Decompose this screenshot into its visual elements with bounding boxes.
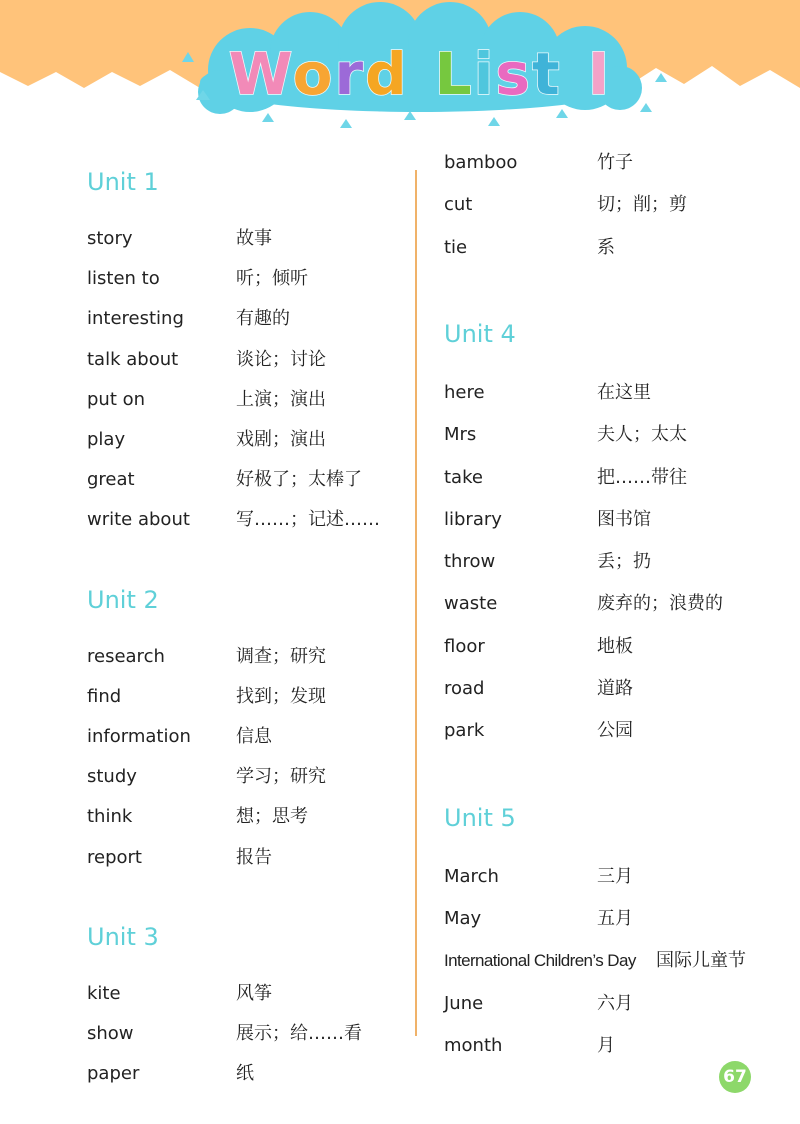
word-entry xyxy=(87,764,407,790)
english-word: month xyxy=(444,1034,503,1056)
chinese-meaning: 夫人；太太 xyxy=(597,424,687,446)
word-entry xyxy=(444,864,774,890)
english-word: paper xyxy=(87,1063,140,1085)
title-letter: i xyxy=(473,40,496,108)
english-word: here xyxy=(444,381,485,403)
unit-heading: Unit 2 xyxy=(87,585,159,614)
english-word: research xyxy=(87,645,165,667)
word-entry xyxy=(444,634,774,660)
english-word: park xyxy=(444,720,485,742)
chinese-meaning: 六月 xyxy=(597,992,633,1014)
word-entry xyxy=(87,467,407,493)
english-word: talk about xyxy=(87,348,179,370)
chinese-meaning: 五月 xyxy=(597,907,633,929)
english-word: throw xyxy=(444,551,496,573)
english-word: bamboo xyxy=(444,152,518,173)
word-entry xyxy=(87,981,407,1007)
chinese-meaning: 系 xyxy=(597,236,615,258)
chinese-meaning: 好极了；太棒了 xyxy=(236,469,362,491)
english-word: great xyxy=(87,469,135,491)
chinese-meaning: 月 xyxy=(597,1034,615,1056)
word-entry xyxy=(444,150,774,176)
english-word: interesting xyxy=(87,308,184,330)
chinese-meaning: 地板 xyxy=(597,635,633,657)
english-word: take xyxy=(444,466,483,488)
word-entry xyxy=(444,1033,774,1059)
english-word: listen to xyxy=(87,268,160,290)
english-word: put on xyxy=(87,388,146,410)
word-entry xyxy=(87,1061,407,1087)
chinese-meaning: 写……；记述…… xyxy=(236,509,380,531)
english-word: report xyxy=(87,846,142,868)
word-entry xyxy=(87,387,407,413)
chinese-meaning: 找到；发现 xyxy=(236,685,326,707)
english-word: find xyxy=(87,685,122,707)
word-entry xyxy=(444,380,774,406)
title-letter: L xyxy=(434,40,474,108)
chinese-meaning: 国际儿童节 xyxy=(656,950,746,972)
word-entry xyxy=(87,507,407,533)
english-word: waste xyxy=(444,593,498,615)
word-entry xyxy=(444,906,774,932)
word-entry xyxy=(87,644,407,670)
english-word: floor xyxy=(444,635,485,657)
chinese-meaning: 图书馆 xyxy=(597,508,651,530)
word-entry xyxy=(87,724,407,750)
chinese-meaning: 报告 xyxy=(236,846,272,868)
word-entry xyxy=(444,192,774,218)
chinese-meaning: 故事 xyxy=(236,228,272,249)
word-entry xyxy=(87,266,407,292)
word-entry xyxy=(444,549,774,575)
chinese-meaning: 竹子 xyxy=(597,152,633,173)
title-letter: r xyxy=(334,40,366,108)
unit-heading: Unit 5 xyxy=(444,803,516,832)
title-letter: t xyxy=(531,40,562,108)
unit-heading: Unit 1 xyxy=(87,168,159,196)
english-word: International Children’s Day xyxy=(444,951,636,971)
english-word: show xyxy=(87,1023,134,1044)
column-divider xyxy=(415,170,417,1036)
english-word: think xyxy=(87,806,133,828)
english-word: information xyxy=(87,726,191,747)
unit-heading: Unit 3 xyxy=(87,922,159,951)
english-word: study xyxy=(87,766,137,788)
chinese-meaning: 切；削；剪 xyxy=(597,194,687,216)
word-entry xyxy=(444,465,774,491)
chinese-meaning: 想；思考 xyxy=(236,806,308,828)
page-number: 67 xyxy=(719,1061,751,1093)
word-entry xyxy=(444,235,774,261)
word-entry xyxy=(87,226,407,252)
chinese-meaning: 废弃的；浪费的 xyxy=(597,593,723,615)
unit-heading: Unit 4 xyxy=(444,319,516,348)
english-word: play xyxy=(87,429,126,450)
english-word: March xyxy=(444,865,499,887)
word-entry xyxy=(444,422,774,448)
word-entry xyxy=(87,804,407,830)
title-letter: o xyxy=(292,40,335,108)
chinese-meaning: 信息 xyxy=(236,726,272,747)
english-word: story xyxy=(87,228,133,249)
title-letter: s xyxy=(495,40,532,108)
english-word: Mrs xyxy=(444,424,477,446)
english-word: library xyxy=(444,508,502,530)
chinese-meaning: 丢；扔 xyxy=(597,551,651,573)
english-word: June xyxy=(444,992,484,1014)
word-entry xyxy=(87,684,407,710)
word-entry xyxy=(444,718,774,744)
title-letter: I xyxy=(587,40,612,108)
title-letter: W xyxy=(228,40,293,108)
chinese-meaning: 道路 xyxy=(597,678,633,699)
chinese-meaning: 风筝 xyxy=(236,982,272,1004)
page-title xyxy=(200,34,640,114)
chinese-meaning: 纸 xyxy=(236,1063,254,1085)
english-word: write about xyxy=(87,509,190,531)
chinese-meaning: 把……带往 xyxy=(597,466,687,488)
title-letter: d xyxy=(365,40,409,108)
chinese-meaning: 展示；给……看 xyxy=(236,1023,362,1044)
word-entry xyxy=(444,676,774,702)
chinese-meaning: 在这里 xyxy=(597,381,651,403)
english-word: road xyxy=(444,678,485,699)
word-entry xyxy=(87,306,407,332)
chinese-meaning: 调查；研究 xyxy=(236,645,326,667)
chinese-meaning: 三月 xyxy=(597,865,633,887)
word-entry xyxy=(444,948,774,974)
word-entry xyxy=(87,347,407,373)
word-entry xyxy=(444,591,774,617)
english-word: kite xyxy=(87,982,121,1004)
chinese-meaning: 听；倾听 xyxy=(236,268,308,290)
word-entry xyxy=(87,845,407,871)
word-entry xyxy=(87,1021,407,1047)
chinese-meaning: 公园 xyxy=(597,720,633,742)
chinese-meaning: 戏剧；演出 xyxy=(236,429,326,450)
word-entry xyxy=(444,507,774,533)
english-word: cut xyxy=(444,194,473,216)
english-word: May xyxy=(444,907,482,929)
chinese-meaning: 学习；研究 xyxy=(236,766,326,788)
word-entry xyxy=(87,427,407,453)
chinese-meaning: 谈论；讨论 xyxy=(236,348,326,370)
chinese-meaning: 上演；演出 xyxy=(236,388,326,410)
word-entry xyxy=(444,991,774,1017)
chinese-meaning: 有趣的 xyxy=(236,308,290,330)
english-word: tie xyxy=(444,236,468,258)
